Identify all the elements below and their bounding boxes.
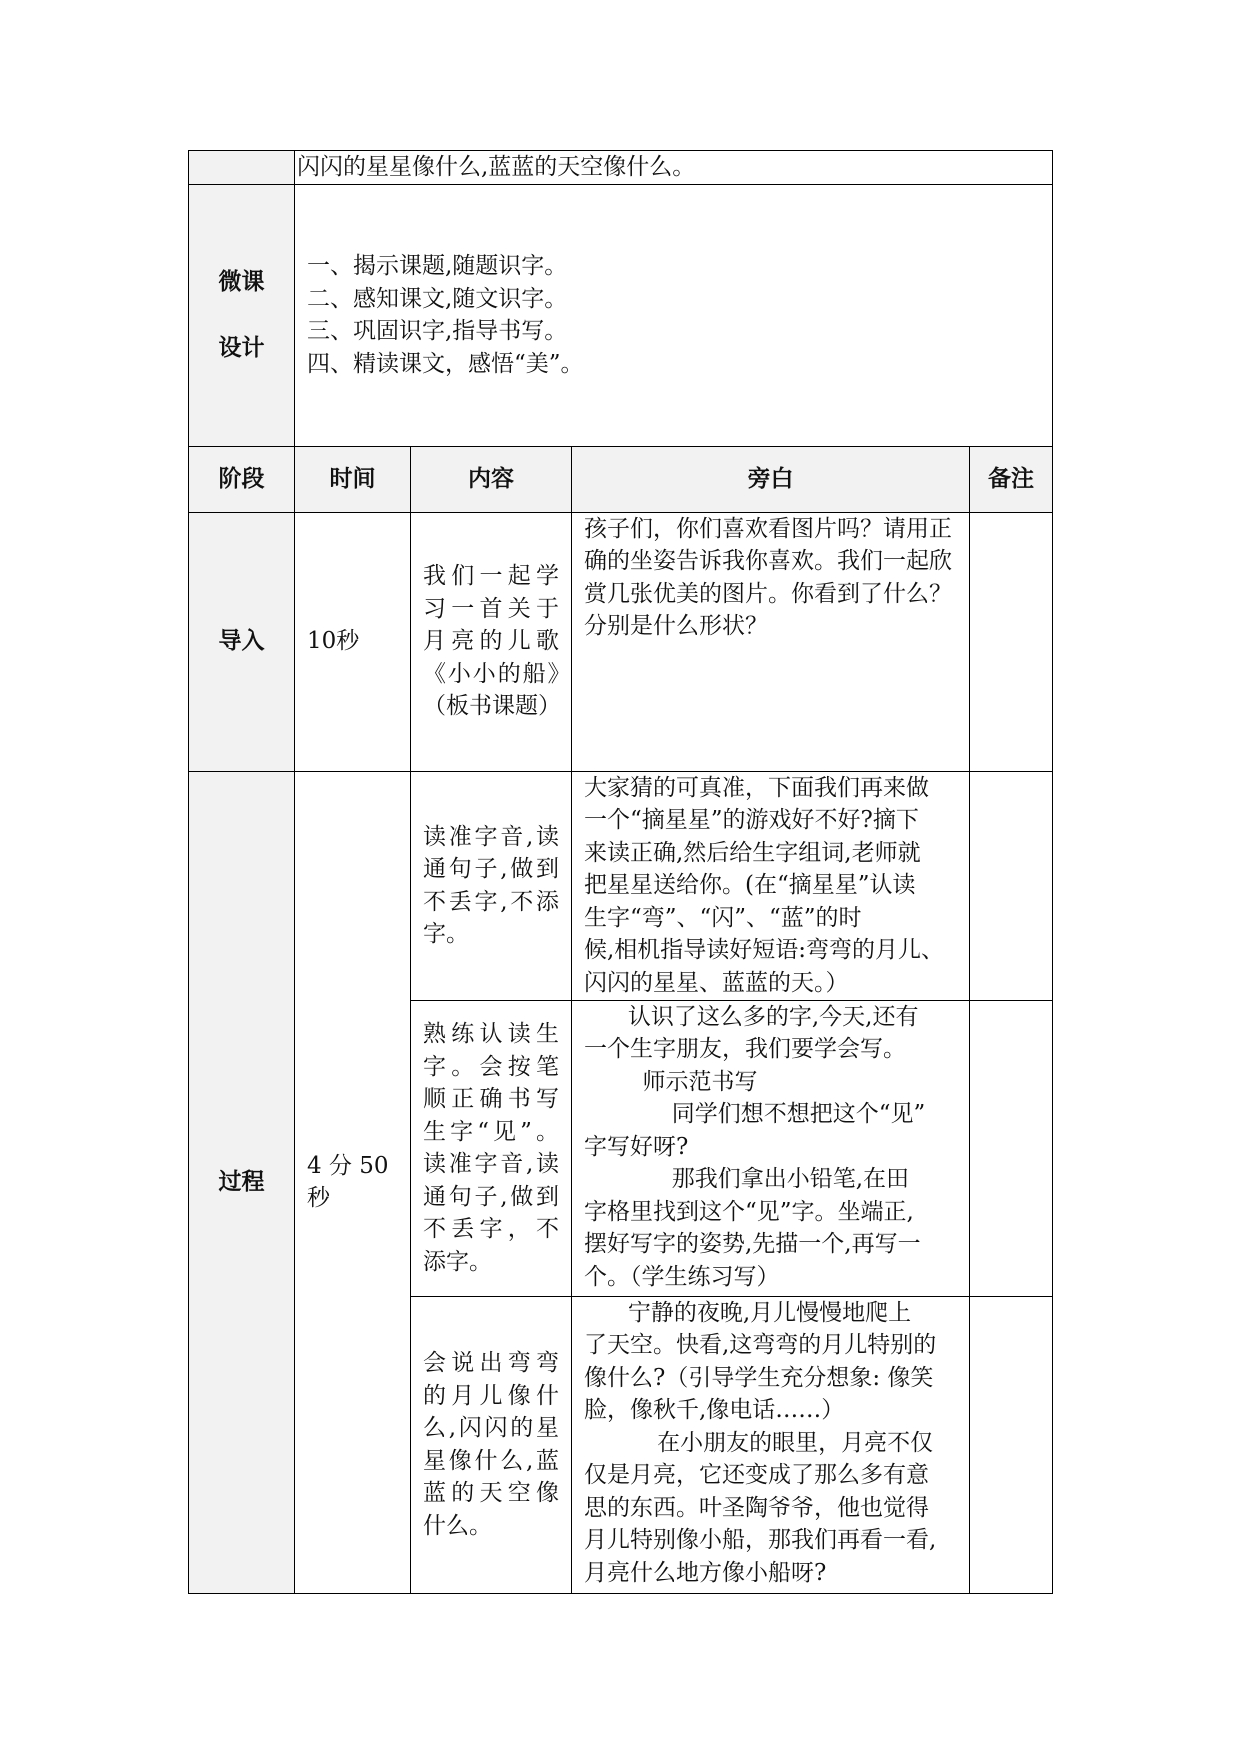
header-row — [189, 446, 1053, 512]
header-time: 时间 — [295, 446, 411, 512]
header-narration: 旁白 — [572, 446, 970, 512]
design-step-1: 一、揭示课题,随题识字。 — [307, 253, 568, 279]
process-row-1 — [189, 771, 1053, 1000]
process-narration-3 — [572, 1296, 970, 1593]
narration-line: 像什么?（引导学生充分想象: 像笑 — [584, 1364, 934, 1391]
narration-line: 摆好写字的姿势,先描一个,再写一 — [584, 1231, 921, 1257]
design-label-line2: 设计 — [218, 335, 265, 361]
narration-line: 在小朋友的眼里，月亮不仅 — [584, 1429, 934, 1456]
lesson-plan-table — [188, 150, 1053, 1594]
narration-line: 字格里找到这个“见”字。坐端正, — [584, 1198, 914, 1225]
narration-line: 月亮什么地方像小船呀? — [584, 1559, 827, 1586]
intro-content: 我们一起学习一首关于月亮的儿歌《小小的船》（板书课题） — [411, 512, 572, 771]
process-stage: 过程 — [189, 771, 295, 1593]
design-steps-cell — [295, 184, 1053, 446]
narration-line: 闪闪的星星、蓝蓝的天。） — [584, 969, 849, 996]
top-row-text: 闪闪的星星像什么,蓝蓝的天空像什么。 — [297, 154, 696, 180]
narration-line: 那我们拿出小铅笔,在田 — [584, 1166, 910, 1192]
narration-line: 认识了这么多的字,今天,还有 — [584, 1003, 919, 1030]
narration-line: 宁静的夜晚,月儿慢慢地爬上 — [584, 1299, 912, 1326]
narration-line: 来读正确,然后给生字组词,老师就 — [584, 839, 921, 866]
top-row — [189, 151, 1053, 185]
process-content-1: 读准字音,读通句子,做到不丢字,不添字。 — [411, 771, 572, 1000]
narration-line: 大家猜的可真准，下面我们再来做 — [584, 774, 929, 801]
narration-line: 一个“摘星星”的游戏好不好?摘下 — [584, 807, 919, 833]
process-content-2: 熟练认读生字。会按笔顺正确书写生字“见”。读准字音,读通句子,做到不丢字，不添字。 — [411, 1000, 572, 1296]
design-step-3: 三、巩固识字,指导书写。 — [307, 318, 568, 344]
narration-line: 生字“弯”、“闪”、“蓝”的时 — [584, 904, 862, 931]
narration-line: 了天空。快看,这弯弯的月儿特别的 — [584, 1332, 937, 1358]
process-content-3: 会说出弯弯的月儿像什么,闪闪的星星像什么,蓝蓝的天空像什么。 — [411, 1296, 572, 1593]
narration-line: 脸，像秋千,像电话……） — [584, 1397, 845, 1423]
narration-line: 字写好呀? — [584, 1133, 689, 1160]
design-row — [189, 184, 1053, 446]
intro-stage: 导入 — [189, 512, 295, 771]
header-stage: 阶段 — [189, 446, 295, 512]
narration-line: 思的东西。叶圣陶爷爷，他也觉得 — [584, 1494, 929, 1521]
top-row-label-cell — [189, 151, 295, 185]
process-remarks-1 — [970, 771, 1053, 1000]
header-content: 内容 — [411, 446, 572, 512]
narration-line: 师示范书写 — [584, 1068, 758, 1095]
intro-narration: 孩子们，你们喜欢看图片吗？请用正确的坐姿告诉我你喜欢。我们一起欣赏几张优美的图片。你看到了什么？分别是什么形状？ — [572, 512, 970, 771]
process-narration-1 — [572, 771, 970, 1000]
narration-line: 把星星送给你。(在“摘星星”认读 — [584, 872, 916, 898]
process-time: 4 分 50 秒 — [295, 771, 411, 1593]
process-remarks-2 — [970, 1000, 1053, 1296]
intro-remarks — [970, 512, 1053, 771]
narration-line: 个。（学生练习写） — [584, 1263, 780, 1290]
narration-line: 候,相机指导读好短语:弯弯的月儿、 — [584, 937, 945, 963]
narration-line: 仅是月亮，它还变成了那么多有意 — [584, 1462, 929, 1488]
process-narration-2 — [572, 1000, 970, 1296]
narration-line: 一个生字朋友，我们要学会写。 — [584, 1036, 906, 1062]
header-remarks: 备注 — [970, 446, 1053, 512]
narration-line: 月儿特别像小船，那我们再看一看, — [584, 1527, 937, 1553]
top-row-text-cell — [295, 151, 1053, 185]
design-step-2: 二、感知课文,随文识字。 — [307, 285, 568, 312]
intro-time: 10秒 — [295, 512, 411, 771]
design-label-line1: 微课 — [218, 269, 265, 295]
process-remarks-3 — [970, 1296, 1053, 1593]
narration-line: 同学们想不想把这个“见” — [584, 1101, 926, 1127]
intro-row — [189, 512, 1053, 771]
design-step-4: 四、精读课文，感悟“美”。 — [307, 350, 584, 377]
design-label-cell — [189, 184, 295, 446]
